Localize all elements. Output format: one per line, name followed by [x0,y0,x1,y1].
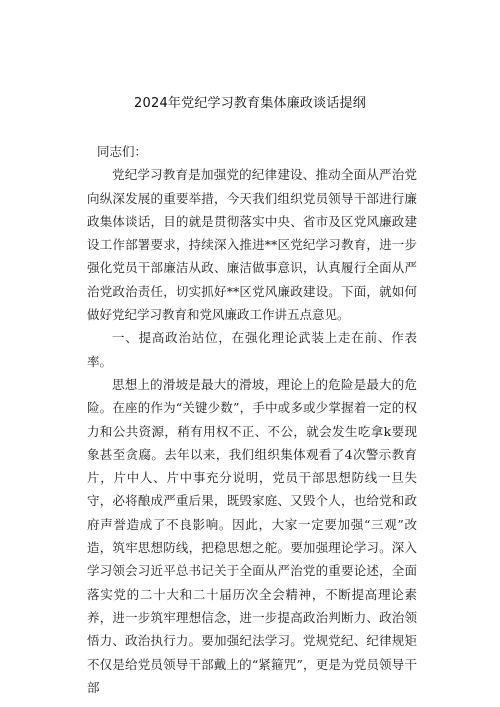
document-body [87,140,417,699]
paragraph-intro: 党纪学习教育是加强党的纪律建设、推动全面从严治党向纵深发展的重要举措，今天我们组织党员领导干部进行廉政集体谈话，目的就是贯彻落实中央、省市及区党风廉政建设工作部署要求，持续深入推进**区党纪学习教育，进一步强化党员干部廉洁从政、廉洁做事意识，认真履行全面从严治党政治责任，切实抓好**区党风廉政建设。下面，就如何做好党纪学习教育和党风廉政工作讲五点意见。 [87,167,417,323]
document-title: 2024年党纪学习教育集体廉政谈话提纲 [134,96,366,111]
salutation: 同志们： [97,144,148,159]
section-heading-1: 一、提高政治站位，在强化理论武装上走在前、作表率。 [87,330,417,369]
paragraph-section-1: 思想上的滑坡是最大的滑坡，理论上的危险是最大的危险。在座的作为“关键少数”，手中或多或少掌握着一定的权力和公共资源，稍有用权不正、不公，就会发生吃拿k要现象甚至贪腐。去年以来，我们组织集体观看了4次警示教育片，片中人、片中事充分说明，党员干部思想防线一旦失守，必将酿成严重后果，既毁家庭、又毁个人，也给党和政府声誉造成了不良影响。因此，大家一定要加强“三观”改造，筑牢思想防线，把稳思想之舵。要加强理论学习。深入学习领会习近平总书记关于全面从严治党的重要论述，全面落实党的二十大和二十届历次全会精神，不断提高理论素养，进一步筑牢理想信念，进一步提高政治判断力、政治领悟力、政治执行力。要加强纪法学习。党规党纪、纪律规矩不仅是给党员领导干部戴上的“紧箍咒”，更是为党员领导干部 [87,376,417,695]
